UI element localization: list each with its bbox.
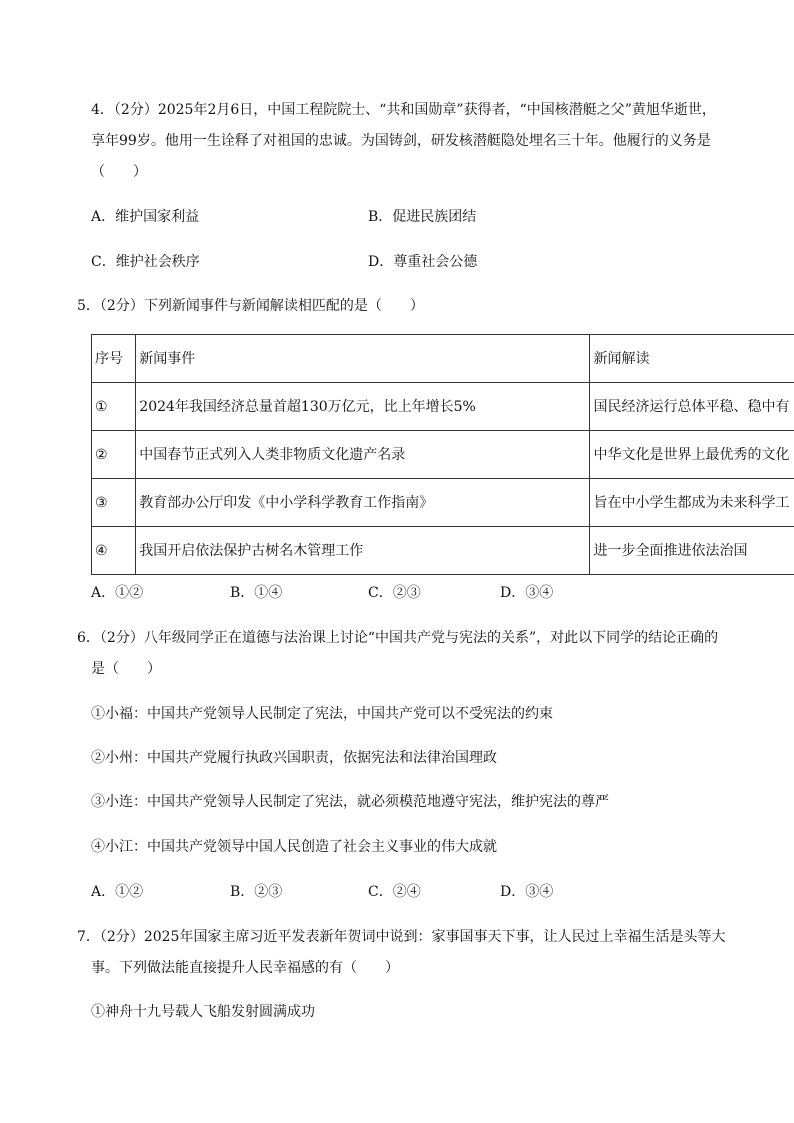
q4-answer-blank: （ ）: [91, 164, 147, 180]
q4-stem-line1: 4．（2分）2025年2月6日，中国工程院院士、“共和国勋章”获得者，“中国核潜艇之父”黄旭华逝世，: [91, 102, 716, 118]
q6-stem-line2: 是（ ）: [91, 661, 161, 677]
q5-stem: 5．（2分）下列新闻事件与新闻解读相匹配的是（ ）: [77, 298, 424, 314]
q6-statement-2: ②小州：中国共产党履行执政兴国职责，依据宪法和法律治国理政: [91, 750, 497, 766]
q6-option-c[interactable]: C．②④: [368, 884, 421, 900]
table-row: [92, 479, 794, 527]
q4-option-c[interactable]: C．维护社会秩序: [91, 254, 200, 270]
q6-stem-line1: 6．（2分）八年级同学正在道德与法治课上讨论“中国共产党与宪法的关系”，对此以下同学的结论正确的: [77, 630, 719, 646]
table-cell-interpretation: 旨在中小学生都成为未来科学工: [590, 479, 794, 527]
q7-stem-line2: 事。下列做法能直接提升人民幸福感的有（ ）: [91, 960, 399, 976]
table-row: [92, 527, 794, 575]
table-header-row: [92, 335, 794, 383]
q7-statement-1: ①神舟十九号载人飞船发射圆满成功: [91, 1004, 315, 1020]
table-cell-number: ②: [92, 431, 136, 479]
q7-stem-line1: 7．（2分）2025年国家主席习近平发表新年贺词中说到：家事国事天下事，让人民过上幸福生活是头等大: [77, 929, 726, 945]
q4-option-d[interactable]: D．尊重社会公德: [368, 254, 478, 270]
table-cell-number: ③: [92, 479, 136, 527]
table-header-cell: 序号: [92, 335, 136, 383]
table-row: [92, 431, 794, 479]
news-table: [91, 334, 794, 575]
q6-statement-3: ③小连：中国共产党领导人民制定了宪法，就必须模范地遵守宪法，维护宪法的尊严: [91, 794, 609, 810]
q4-option-a[interactable]: A．维护国家利益: [91, 209, 200, 225]
q5-option-a[interactable]: A．①②: [91, 585, 144, 601]
table-cell-number: ④: [92, 527, 136, 575]
q4-option-b[interactable]: B．促进民族团结: [368, 209, 477, 225]
q5-option-c[interactable]: C．②③: [368, 585, 421, 601]
table-cell-event: 教育部办公厅印发《中小学科学教育工作指南》: [136, 479, 590, 527]
table-header-cell: 新闻解读: [590, 335, 794, 383]
q5-option-d[interactable]: D．③④: [500, 585, 554, 601]
table-cell-interpretation: 中华文化是世界上最优秀的文化: [590, 431, 794, 479]
q5-option-b[interactable]: B．①④: [230, 585, 283, 601]
q4-stem-line2: 享年99岁。他用一生诠释了对祖国的忠诚。为国铸剑，研发核潜艇隐处埋名三十年。他履行的义务是: [91, 133, 711, 149]
table-cell-event: 中国春节正式列入人类非物质文化遗产名录: [136, 431, 590, 479]
table-cell-interpretation: 进一步全面推进依法治国: [590, 527, 794, 575]
table-cell-number: ①: [92, 383, 136, 431]
table-cell-event: 我国开启依法保护古树名木管理工作: [136, 527, 590, 575]
q6-option-a[interactable]: A．①②: [91, 884, 144, 900]
table-row: [92, 383, 794, 431]
q6-option-d[interactable]: D．③④: [500, 884, 554, 900]
q6-statement-1: ①小福：中国共产党领导人民制定了宪法，中国共产党可以不受宪法的约束: [91, 706, 553, 722]
q6-statement-4: ④小江：中国共产党领导中国人民创造了社会主义事业的伟大成就: [91, 839, 497, 855]
table-cell-event: 2024年我国经济总量首超130万亿元，比上年增长5%: [136, 383, 590, 431]
q6-option-b[interactable]: B．②③: [230, 884, 283, 900]
table-header-cell: 新闻事件: [136, 335, 590, 383]
table-cell-interpretation: 国民经济运行总体平稳、稳中有: [590, 383, 794, 431]
